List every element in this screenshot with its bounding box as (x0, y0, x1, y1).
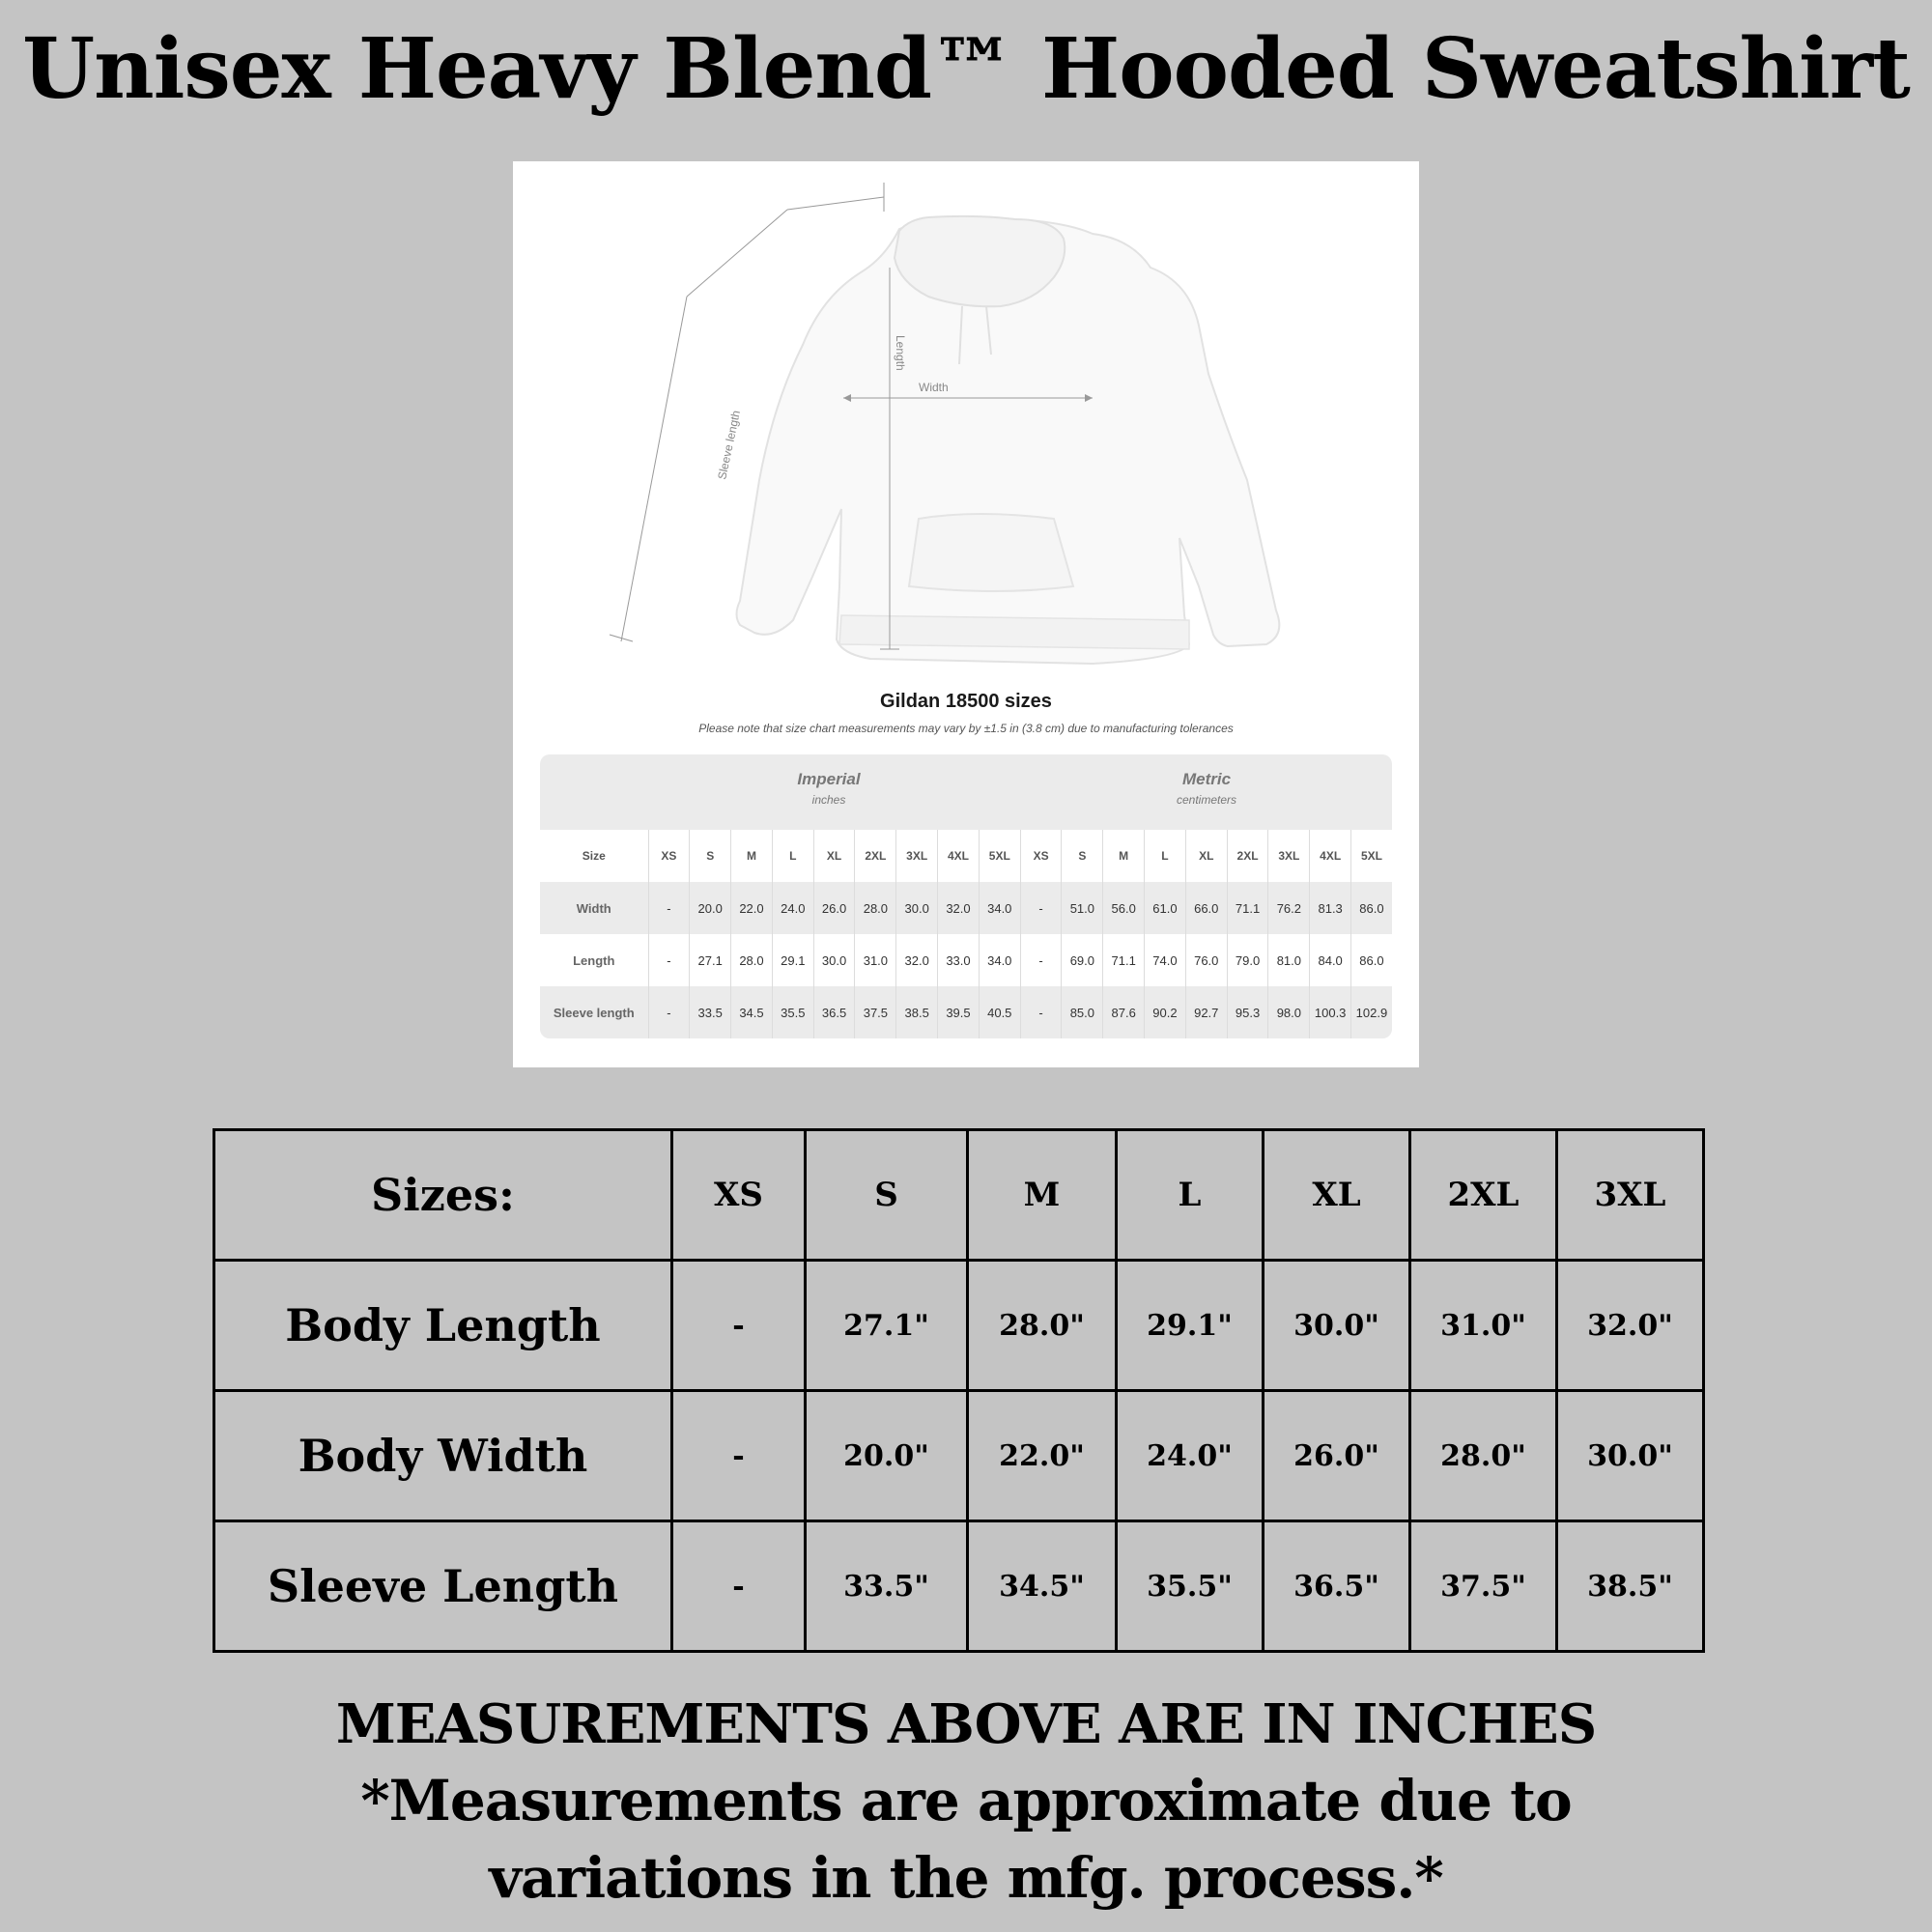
size-header: S (806, 1130, 968, 1261)
value-cell: 56.0 (1103, 882, 1145, 934)
value-cell: 27.1" (806, 1261, 968, 1391)
value-cell: - (1020, 986, 1062, 1038)
size-cell: M (1103, 830, 1145, 882)
value-cell: 35.5 (772, 986, 813, 1038)
units-notice: MEASUREMENTS ABOVE ARE IN INCHES (335, 1692, 1597, 1756)
value-cell: 32.0 (938, 882, 980, 934)
table-row (540, 882, 1392, 934)
value-cell: 40.5 (979, 986, 1020, 1038)
value-cell: 36.5" (1264, 1521, 1410, 1652)
metric-title: Metric (1181, 770, 1232, 788)
row-label: Body Length (214, 1261, 672, 1391)
size-cell: 2XL (855, 830, 896, 882)
value-cell: 69.0 (1062, 934, 1103, 986)
value-cell: 22.0" (968, 1391, 1117, 1521)
row-label: Body Width (214, 1391, 672, 1521)
table-row (214, 1130, 1704, 1261)
value-cell: 26.0" (1264, 1391, 1410, 1521)
value-cell: 35.5" (1117, 1521, 1264, 1652)
value-cell: 34.0 (979, 882, 1020, 934)
row-label: Width (540, 882, 648, 934)
table-row (214, 1391, 1704, 1521)
value-cell: 20.0 (690, 882, 731, 934)
value-cell: 76.0 (1185, 934, 1227, 986)
approximation-disclaimer: *Measurements are approximate due to variations in the mfg. process.* (360, 1768, 1572, 1911)
size-header: M (968, 1130, 1117, 1261)
imperial-header (648, 754, 1009, 830)
size-cell: 2XL (1227, 830, 1268, 882)
value-cell: 30.0 (813, 934, 855, 986)
size-cell: 4XL (1310, 830, 1351, 882)
imperial-title: Imperial (797, 770, 861, 788)
value-cell: - (648, 882, 690, 934)
value-cell: - (1020, 934, 1062, 986)
value-cell: - (672, 1261, 806, 1391)
gildan-size-table (540, 754, 1392, 1038)
size-table (213, 1128, 1705, 1653)
value-cell: 34.0 (979, 934, 1020, 986)
size-cell: L (1145, 830, 1186, 882)
value-cell: 24.0" (1117, 1391, 1264, 1521)
value-cell: 85.0 (1062, 986, 1103, 1038)
value-cell: 51.0 (1062, 882, 1103, 934)
size-header: XS (672, 1130, 806, 1261)
value-cell: 71.1 (1227, 882, 1268, 934)
value-cell: 38.5 (896, 986, 938, 1038)
metric-header (1021, 754, 1392, 830)
value-cell: 36.5 (813, 986, 855, 1038)
table-row (540, 830, 1392, 882)
value-cell: 31.0 (855, 934, 896, 986)
size-cell: S (690, 830, 731, 882)
row-label: Size (540, 830, 648, 882)
value-cell: 37.5" (1410, 1521, 1557, 1652)
value-cell: 79.0 (1227, 934, 1268, 986)
value-cell: 29.1" (1117, 1261, 1264, 1391)
row-label: Sleeve Length (214, 1521, 672, 1652)
size-cell: XS (1020, 830, 1062, 882)
value-cell: 26.0 (813, 882, 855, 934)
value-cell: 87.6 (1103, 986, 1145, 1038)
value-cell: 92.7 (1185, 986, 1227, 1038)
value-cell: 32.0 (896, 934, 938, 986)
size-cell: 4XL (938, 830, 980, 882)
value-cell: - (672, 1391, 806, 1521)
width-label: Width (919, 381, 949, 394)
value-cell: 27.1 (690, 934, 731, 986)
value-cell: 76.2 (1268, 882, 1310, 934)
length-label: Length (894, 335, 907, 371)
hoodie-illustration (513, 161, 1419, 838)
value-cell: 98.0 (1268, 986, 1310, 1038)
value-cell: 86.0 (1351, 882, 1392, 934)
value-cell: 34.5 (731, 986, 773, 1038)
sizes-header-label: Sizes: (214, 1130, 672, 1261)
value-cell: 30.0" (1264, 1261, 1410, 1391)
size-cell: 3XL (896, 830, 938, 882)
size-cell: XS (648, 830, 690, 882)
value-cell: 32.0" (1557, 1261, 1704, 1391)
value-cell: 28.0 (855, 882, 896, 934)
value-cell: 30.0 (896, 882, 938, 934)
size-cell: XL (1185, 830, 1227, 882)
size-cell: 5XL (1351, 830, 1392, 882)
tolerance-note: Please note that size chart measurements may vary by ±1.5 in (3.8 cm) due to manufacturing tolerances (698, 722, 1234, 735)
size-cell: L (772, 830, 813, 882)
metric-unit: centimeters (1176, 793, 1237, 807)
value-cell: 90.2 (1145, 986, 1186, 1038)
table-row (214, 1261, 1704, 1391)
value-cell: 102.9 (1351, 986, 1392, 1038)
value-cell: 71.1 (1103, 934, 1145, 986)
value-cell: - (648, 986, 690, 1038)
size-cell: M (731, 830, 773, 882)
value-cell: 28.0" (1410, 1391, 1557, 1521)
value-cell: 33.5" (806, 1521, 968, 1652)
value-cell: 39.5 (938, 986, 980, 1038)
value-cell: 37.5 (855, 986, 896, 1038)
row-label: Length (540, 934, 648, 986)
row-label: Sleeve length (540, 986, 648, 1038)
value-cell: 29.1 (772, 934, 813, 986)
table-row (214, 1521, 1704, 1652)
value-cell: - (648, 934, 690, 986)
size-cell: 5XL (979, 830, 1020, 882)
size-header: 2XL (1410, 1130, 1557, 1261)
value-cell: 33.0 (938, 934, 980, 986)
value-cell: 20.0" (806, 1391, 968, 1521)
table-row (540, 934, 1392, 986)
value-cell: 81.0 (1268, 934, 1310, 986)
value-cell: 66.0 (1185, 882, 1227, 934)
gildan-grid (540, 830, 1392, 1038)
value-cell: 31.0" (1410, 1261, 1557, 1391)
size-header: XL (1264, 1130, 1410, 1261)
chart-heading: Gildan 18500 sizes (880, 691, 1052, 712)
value-cell: 84.0 (1310, 934, 1351, 986)
value-cell: - (672, 1521, 806, 1652)
value-cell: 24.0 (772, 882, 813, 934)
size-cell: 3XL (1268, 830, 1310, 882)
value-cell: 100.3 (1310, 986, 1351, 1038)
value-cell: 28.0 (731, 934, 773, 986)
size-header: 3XL (1557, 1130, 1704, 1261)
page-title: Unisex Heavy Blend™ Hooded Sweatshirt (22, 20, 1910, 118)
value-cell: 34.5" (968, 1521, 1117, 1652)
size-chart-card (513, 161, 1419, 1067)
sleeve-length-label: Sleeve length (715, 409, 744, 481)
value-cell: 61.0 (1145, 882, 1186, 934)
value-cell: 86.0 (1351, 934, 1392, 986)
value-cell: 74.0 (1145, 934, 1186, 986)
value-cell: 95.3 (1227, 986, 1268, 1038)
table-row (540, 986, 1392, 1038)
size-cell: XL (813, 830, 855, 882)
imperial-unit: inches (811, 793, 846, 807)
value-cell: - (1020, 882, 1062, 934)
value-cell: 38.5" (1557, 1521, 1704, 1652)
size-cell: S (1062, 830, 1103, 882)
value-cell: 81.3 (1310, 882, 1351, 934)
value-cell: 22.0 (731, 882, 773, 934)
value-cell: 30.0" (1557, 1391, 1704, 1521)
value-cell: 33.5 (690, 986, 731, 1038)
value-cell: 28.0" (968, 1261, 1117, 1391)
size-header: L (1117, 1130, 1264, 1261)
